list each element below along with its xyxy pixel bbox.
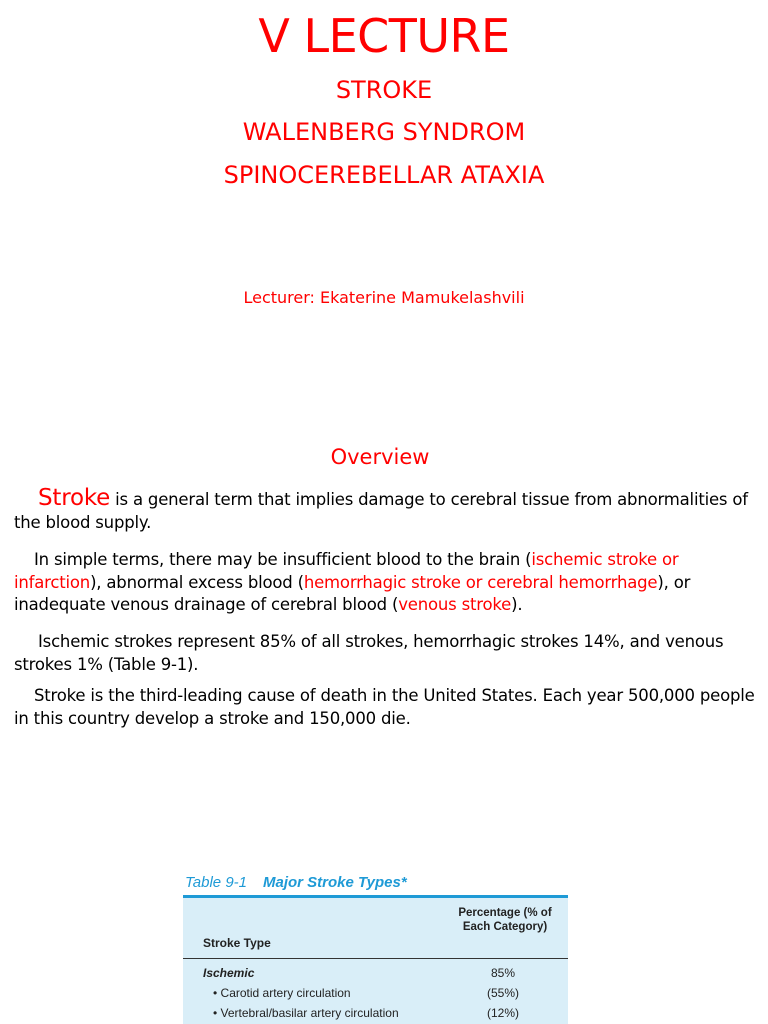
column-header-type: Stroke Type bbox=[203, 936, 271, 950]
paragraph-percentages bbox=[14, 631, 758, 676]
overview-heading: Overview bbox=[330, 445, 430, 469]
paragraph-types bbox=[14, 549, 758, 617]
percentages-text: Ischemic strokes represent 85% of all strokes, hemorrhagic strokes 14%, and venous strokes 1% (Table 9-1). bbox=[14, 632, 724, 674]
table-row bbox=[183, 1004, 568, 1022]
stroke-types-table bbox=[183, 872, 568, 1024]
row-label: • Vertebral/basilar artery circulation bbox=[213, 1006, 399, 1020]
column-header-percentage: Percentage (% of Each Category) bbox=[458, 907, 552, 933]
types-text-2: ), abnormal excess blood ( bbox=[90, 572, 304, 592]
table-row bbox=[183, 984, 568, 1002]
row-value: (55%) bbox=[486, 986, 519, 1000]
types-text-4: ). bbox=[511, 595, 523, 614]
subtitle-walenberg: WALENBERG SYNDROM bbox=[242, 118, 526, 146]
ischemic-term: ischemic stroke or infarction bbox=[14, 550, 679, 592]
paragraph-definition bbox=[14, 487, 758, 534]
stroke-term: Stroke bbox=[38, 485, 111, 511]
venous-term: venous stroke bbox=[398, 595, 512, 614]
table-caption bbox=[185, 872, 407, 894]
paragraph-statistics bbox=[14, 685, 758, 730]
row-value: (12%) bbox=[486, 1006, 519, 1020]
header-rule bbox=[183, 958, 568, 959]
table-number: Table 9-1 bbox=[185, 874, 247, 891]
definition-text: is a general term that implies damage to cerebral tissue from abnormalities of the blood supply. bbox=[14, 490, 748, 532]
table-title: Major Stroke Types* bbox=[263, 874, 407, 891]
row-label: • Carotid artery circulation bbox=[213, 986, 351, 1000]
subtitle-stroke: STROKE bbox=[335, 76, 433, 104]
lecture-title: V LECTURE bbox=[258, 9, 510, 63]
table-body bbox=[183, 898, 568, 1024]
types-text-3: ), or inadequate venous drainage of cerebral blood ( bbox=[14, 572, 691, 614]
lecturer-name: Lecturer: Ekaterine Mamukelashvili bbox=[243, 288, 525, 307]
hemorrhagic-term: hemorrhagic stroke or cerebral hemorrhage bbox=[303, 572, 658, 592]
table-row bbox=[183, 964, 568, 982]
subtitle-ataxia: SPINOCEREBELLAR ATAXIA bbox=[223, 161, 545, 189]
statistics-text: Stroke is the third-leading cause of death in the United States. Each year 500,000 people in this country develop a stroke and 150,000 die. bbox=[14, 686, 755, 728]
row-label: Ischemic bbox=[203, 966, 255, 980]
types-text-1: In simple terms, there may be insufficient blood to the brain ( bbox=[34, 550, 532, 569]
row-value: 85% bbox=[490, 966, 516, 980]
